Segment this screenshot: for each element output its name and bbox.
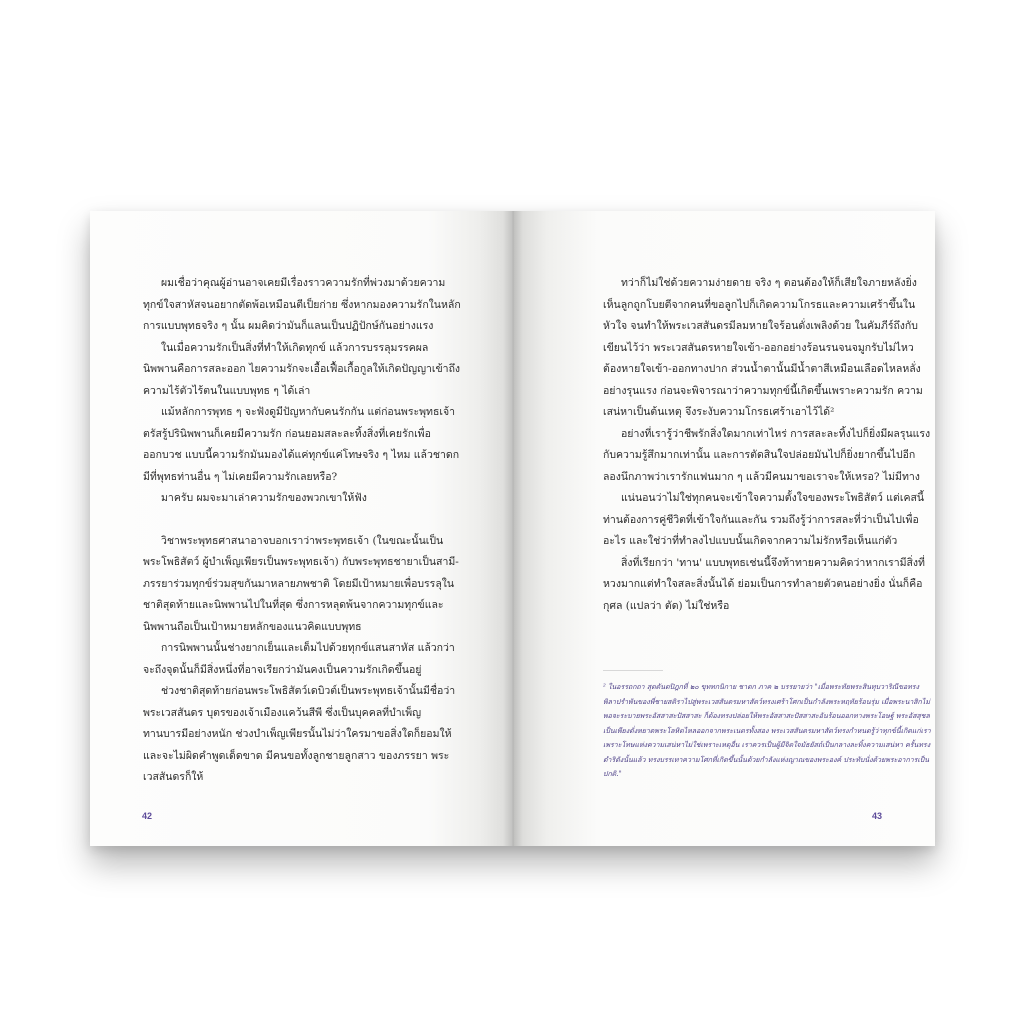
paragraph: การนิพพานนั้นช่างยากเย็นและเต็มไปด้วยทุกข์แสนสาหัส แล้วกว่าจะถึงจุดนั้นก็มีสิ่งหนึ่งที่อาจเรียกว่ามันคงเป็นความรักเกิดขึ้นอยู่ [143, 642, 455, 676]
paragraph: อย่างที่เรารู้ว่าชีพรักสิ่งใดมากเท่าไหร่ การสละละทิ้งไปก็ยิ่งมีผลรุนแรงกับความรู้สึกมากเท่านั้น และการตัดสินใจปล่อยมันไปก็ยิ่งยากขึ้นไปอีก ลองนึกภาพว่าเรารักแฟนมาก ๆ แล้วมีคนมาขอเราจะให้เหรอ? ไม่มีทาง [603, 427, 931, 483]
open-book [90, 211, 935, 846]
paragraph: ในเมื่อความรักเป็นสิ่งที่ทำให้เกิดทุกข์ แล้วการบรรลุมรรคผลนิพพานคือการสละออก ไยความรักจะเอื้อเฟื้อเกื้อกูลให้เกิดปัญญาเข้าถึงความไร้ตัวไร้ตนในแบบพุทธ ๆ ได้เล่า [143, 341, 461, 397]
paragraph: สิ่งที่เรียกว่า 'ทาน' แบบพุทธเช่นนี้จึงท้าทายความคิดว่าหากเรามีสิ่งที่หวงมากแต่ทำใจสละสิ่งนั้นได้ ย่อมเป็นการทำลายตัวตนอย่างยิ่ง นั่นก็คือกุศล (แปลว่า ตัด) ไม่ใช่หรือ [603, 556, 925, 612]
right-page [513, 211, 935, 846]
page-number: 42 [142, 811, 153, 821]
paragraph: วิชาพระพุทธศาสนาอาจบอกเราว่าพระพุทธเจ้า (ในขณะนั้นเป็นพระโพธิสัตว์ ผู้บำเพ็ญเพียรเป็นพระพุทธเจ้า) กับพระพุทธชายาเป็นสามี-ภรรยาร่วมทุกข์ร่วมสุขกันมาหลายภพชาติ โดยมีเป้าหมายเพื่อบรรลุในชาติสุดท้ายและนิพพานไปในที่สุด ซึ่งการหลุดพ้นจากความทุกข์และนิพพานถือเป็นเป้าหมายหลักของแนวคิดแบบพุทธ [143, 534, 459, 633]
paragraph: ช่วงชาติสุดท้ายก่อนพระโพธิสัตว์เดบิวต์เป็นพระพุทธเจ้านั้นมีชื่อว่า พระเวสสันดร บุตรของเจ้าเมืองแคว้นสีพี ซึ่งเป็นบุคคลที่บำเพ็ญทานบารมีอย่างหนัก ช่วงบำเพ็ญเพียรนั้นไม่ว่าใครมาขอสิ่งใดก็ยอมให้และจะไม่ผิดคำพูดเด็ดขาด มีคนขอทั้งลูกชายลูกสาว ของภรรยา พระเวสสันดรก็ให้ [143, 685, 456, 783]
paragraph-spacer [143, 510, 461, 531]
paragraph: ผมเชื่อว่าคุณผู้อ่านอาจเคยมีเรื่องราวความรักที่พ่วงมาด้วยความทุกข์ใจสาหัสจนอยากตัดพ้อเหมือนตีเป็ยก่าย ซึ่งหากมองความรักในหลักการแบบพุทธจริง ๆ นั้น ผมคิดว่ามันก็แลนเป็นปฏิปักษ์กันอย่างแรง [143, 277, 461, 332]
right-page-body [603, 273, 933, 617]
paragraph: ทว่าก็ไม่ใช่ด้วยความง่ายดาย จริง ๆ ตอนต้องให้ก็เสียใจภายหลังยิ่งเห็นลูกถูกโบยตีจากคนที่ขอลูกไปก็เกิดความโกรธและความเศร้าขึ้นในหัวใจ จนทำให้พระเวสสันดรมีลมหายใจร้อนดั่งเพลิงด้วย ในคัมภีร์ถึงกับเขียนไว้ว่า พระเวสสันดรหายใจเข้า-ออกอย่างร้อนรนจนจมูกรับไม่ไหว ต้องหายใจเข้า-ออกทางปาก ส่วนน้ำตานั้นมีน้ำตาสีเหมือนเลือดไหลหลั่งอย่างรุนแรง ก่อนจะพิจารณาว่าความทุกข์นี้เกิดขึ้นเพราะความรัก ความเสน่หาเป็นต้นเหตุ จึงระงับความโกรธเศร้าเอาไว้ได้² [603, 277, 923, 418]
footnote-divider [603, 670, 663, 671]
paragraph: มาครับ ผมจะมาเล่าความรักของพวกเขาให้ฟัง [161, 492, 367, 504]
paragraph: แน่นอนว่าไม่ใช่ทุกคนจะเข้าใจความตั้งใจของพระโพธิสัตว์ แต่เคสนี้ท่านต้องการคู่ชีวิตที่เข้าใจกันและกัน รวมถึงรู้ว่าการสละที่ว่าเป็นไปเพื่ออะไร และใช่ว่าที่ทำลงไปแบบนั้นเกิดจากความไม่รักหรือเห็นแก่ตัว [603, 492, 925, 547]
page-number: 43 [871, 811, 882, 821]
paragraph: แม้หลักการพุทธ ๆ จะฟังดูมีปัญหากับคนรักกัน แต่ก่อนพระพุทธเจ้าตรัสรู้ปรินิพพานก็เคยมีความรัก ก่อนยอมสละละทิ้งสิ่งที่เคยรักเพื่อออกบวช แบบนี้ความรักมันมองได้แค่ทุกข์แค่โทษจริง ๆ ไหม แล้วชาดกมีที่พุทธท่านอื่น ๆ ไม่เคยมีความรักเลยหรือ? [143, 406, 460, 483]
left-page-body [143, 273, 461, 789]
left-page [90, 211, 513, 846]
footnote: ² ในอรรถกถา สุตตันตปิฎกที่ ๒๐ ขุททกนิกาย ชาดก ภาค ๒ บรรยายว่า "เมื่อพระทัยพระสินทุบวาริณีขอทรงพิลาปรำพันของพี่ชายสติราไปสู่พระเวสสันดรมหาสัตว์ทรงเศร้าโศกเป็นกำลังพระหฤทัยร้อนรุ่ม เมื่อพระนาสิกไม่พอจะระบายพระอัสสาสะปัสสาสะ ก็ต้องทรงปล่อยให้พระอัสสาสะปัสสาสะอันร้อนออกทางพระโอษฐ์ พระอัสสุชลเป็นเพียงดั่งหยาดพระโลหิตไหลออกจากพระเนตรทั้งสอง พระเวสสันดรมหาสัตว์ทรงกำหนดรู้ว่าทุกข์นี้เกิดแก่เราเพราะโทษแห่งความเสน่หาไม่ใช่เพราะเหตุอื่น เราควรเป็นผู้มีจิตใจมัธยัสถ์เป็นกลางละทิ้งความเสน่หา ครั้นทรงดำริดังนั้นแล้ว ทรงบรรเทาความโศกที่เกิดขึ้นนั้นด้วยกำลังแห่งญาณของพระองค์ ประทับนั่งด้วยพระอาการเป็นปกติ." [603, 683, 931, 778]
